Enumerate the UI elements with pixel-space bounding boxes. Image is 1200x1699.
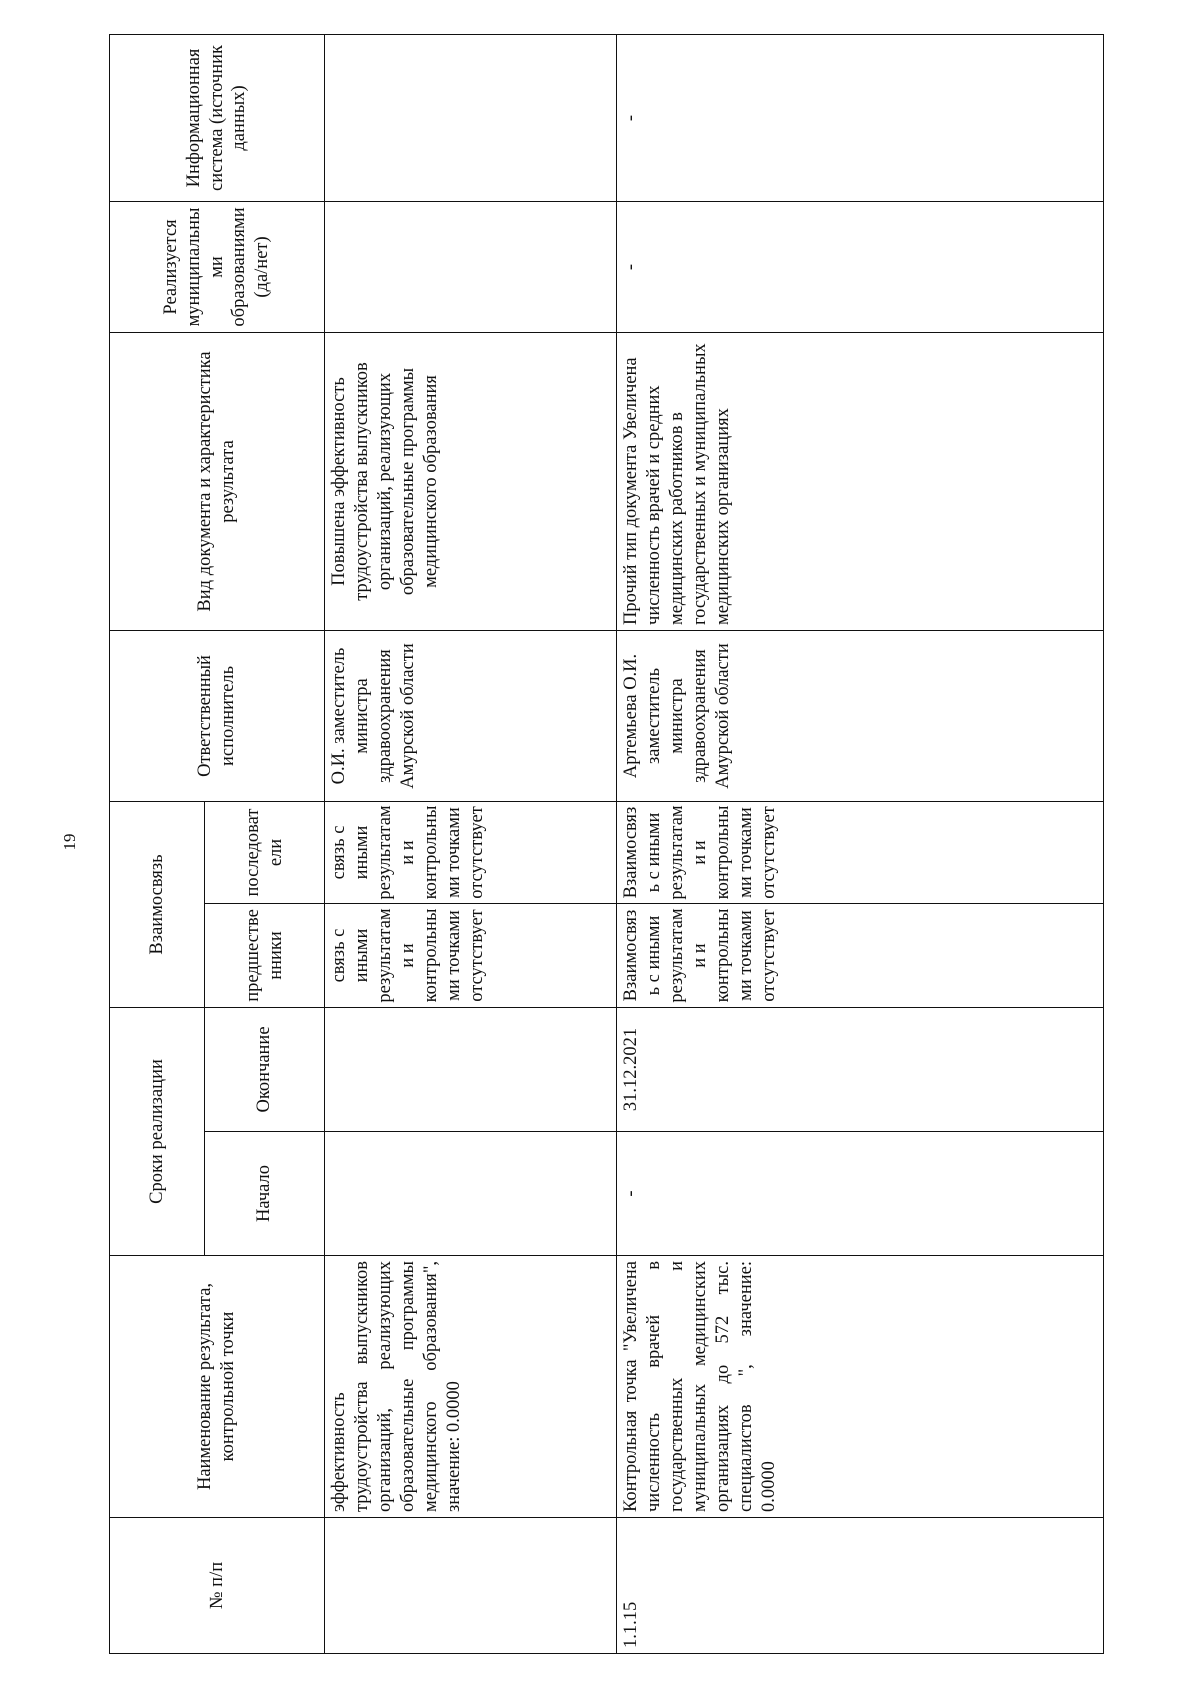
cell-num — [325, 1518, 617, 1654]
cell-info-system: - — [617, 34, 1104, 201]
cell-successors: связь с иными результатами и контрольными точками отсутствует — [325, 801, 617, 903]
cell-municipal: - — [617, 201, 1104, 332]
cell-info-system — [325, 34, 617, 201]
cell-name: эффективность трудоустройства выпускников организаций, реализующих образовательные программы медицинского образования", значение: 0.0000 — [325, 1256, 617, 1518]
header-predecessors: предшественники — [205, 904, 325, 1008]
cell-predecessors: связь с иными результатами и контрольными точками отсутствует — [325, 904, 617, 1008]
header-row-top — [110, 34, 205, 1653]
header-num: № п/п — [110, 1518, 325, 1654]
header-document: Вид документа и характеристика результата — [110, 332, 325, 630]
cell-successors: Взаимосвязь с иными результатами и контрольными точками отсутствует — [617, 801, 1104, 903]
results-table — [109, 34, 1104, 1654]
header-successors: последователи — [205, 801, 325, 903]
page-number: 19 — [60, 833, 79, 851]
header-end: Окончание — [205, 1008, 325, 1132]
cell-municipal — [325, 201, 617, 332]
table-row — [325, 34, 617, 1653]
cell-start — [325, 1132, 617, 1256]
header-dates: Сроки реализации — [110, 1008, 205, 1256]
header-start: Начало — [205, 1132, 325, 1256]
header-link: Взаимосвязь — [110, 801, 205, 1007]
cell-num: 1.1.15 — [617, 1518, 1104, 1654]
cell-predecessors: Взаимосвязь с иными результатами и контрольными точками отсутствует — [617, 904, 1104, 1008]
cell-name: Контрольная точка "Увеличена численность врачей в государственных и муниципальных медицинских организациях до 572 тыс. специалистов ", значение: 0.0000 — [617, 1256, 1104, 1518]
cell-responsible: О.И. заместитель министра здравоохранения Амурской области — [325, 630, 617, 801]
header-responsible: Ответственный исполнитель — [110, 630, 325, 801]
cell-document: Повышена эффективность трудоустройства выпускников организаций, реализующих образовательные программы медицинского образования — [325, 332, 617, 630]
rotated-table-container — [109, 35, 1089, 1654]
header-info-system: Информационная система (источник данных) — [110, 34, 325, 201]
table-row — [617, 34, 1104, 1653]
cell-end — [325, 1008, 617, 1132]
header-municipal: Реализуется муниципальными образованиями (да/нет) — [110, 201, 325, 332]
cell-start: - — [617, 1132, 1104, 1256]
cell-responsible: Артемьева О.И. заместитель министра здравоохранения Амурской области — [617, 630, 1104, 801]
cell-document: Прочий тип документа Увеличена численность врачей и средних медицинских работников в государственных и муниципальных медицинских организациях — [617, 332, 1104, 630]
cell-end: 31.12.2021 — [617, 1008, 1104, 1132]
header-name: Наименование результата, контрольной точки — [110, 1256, 325, 1518]
